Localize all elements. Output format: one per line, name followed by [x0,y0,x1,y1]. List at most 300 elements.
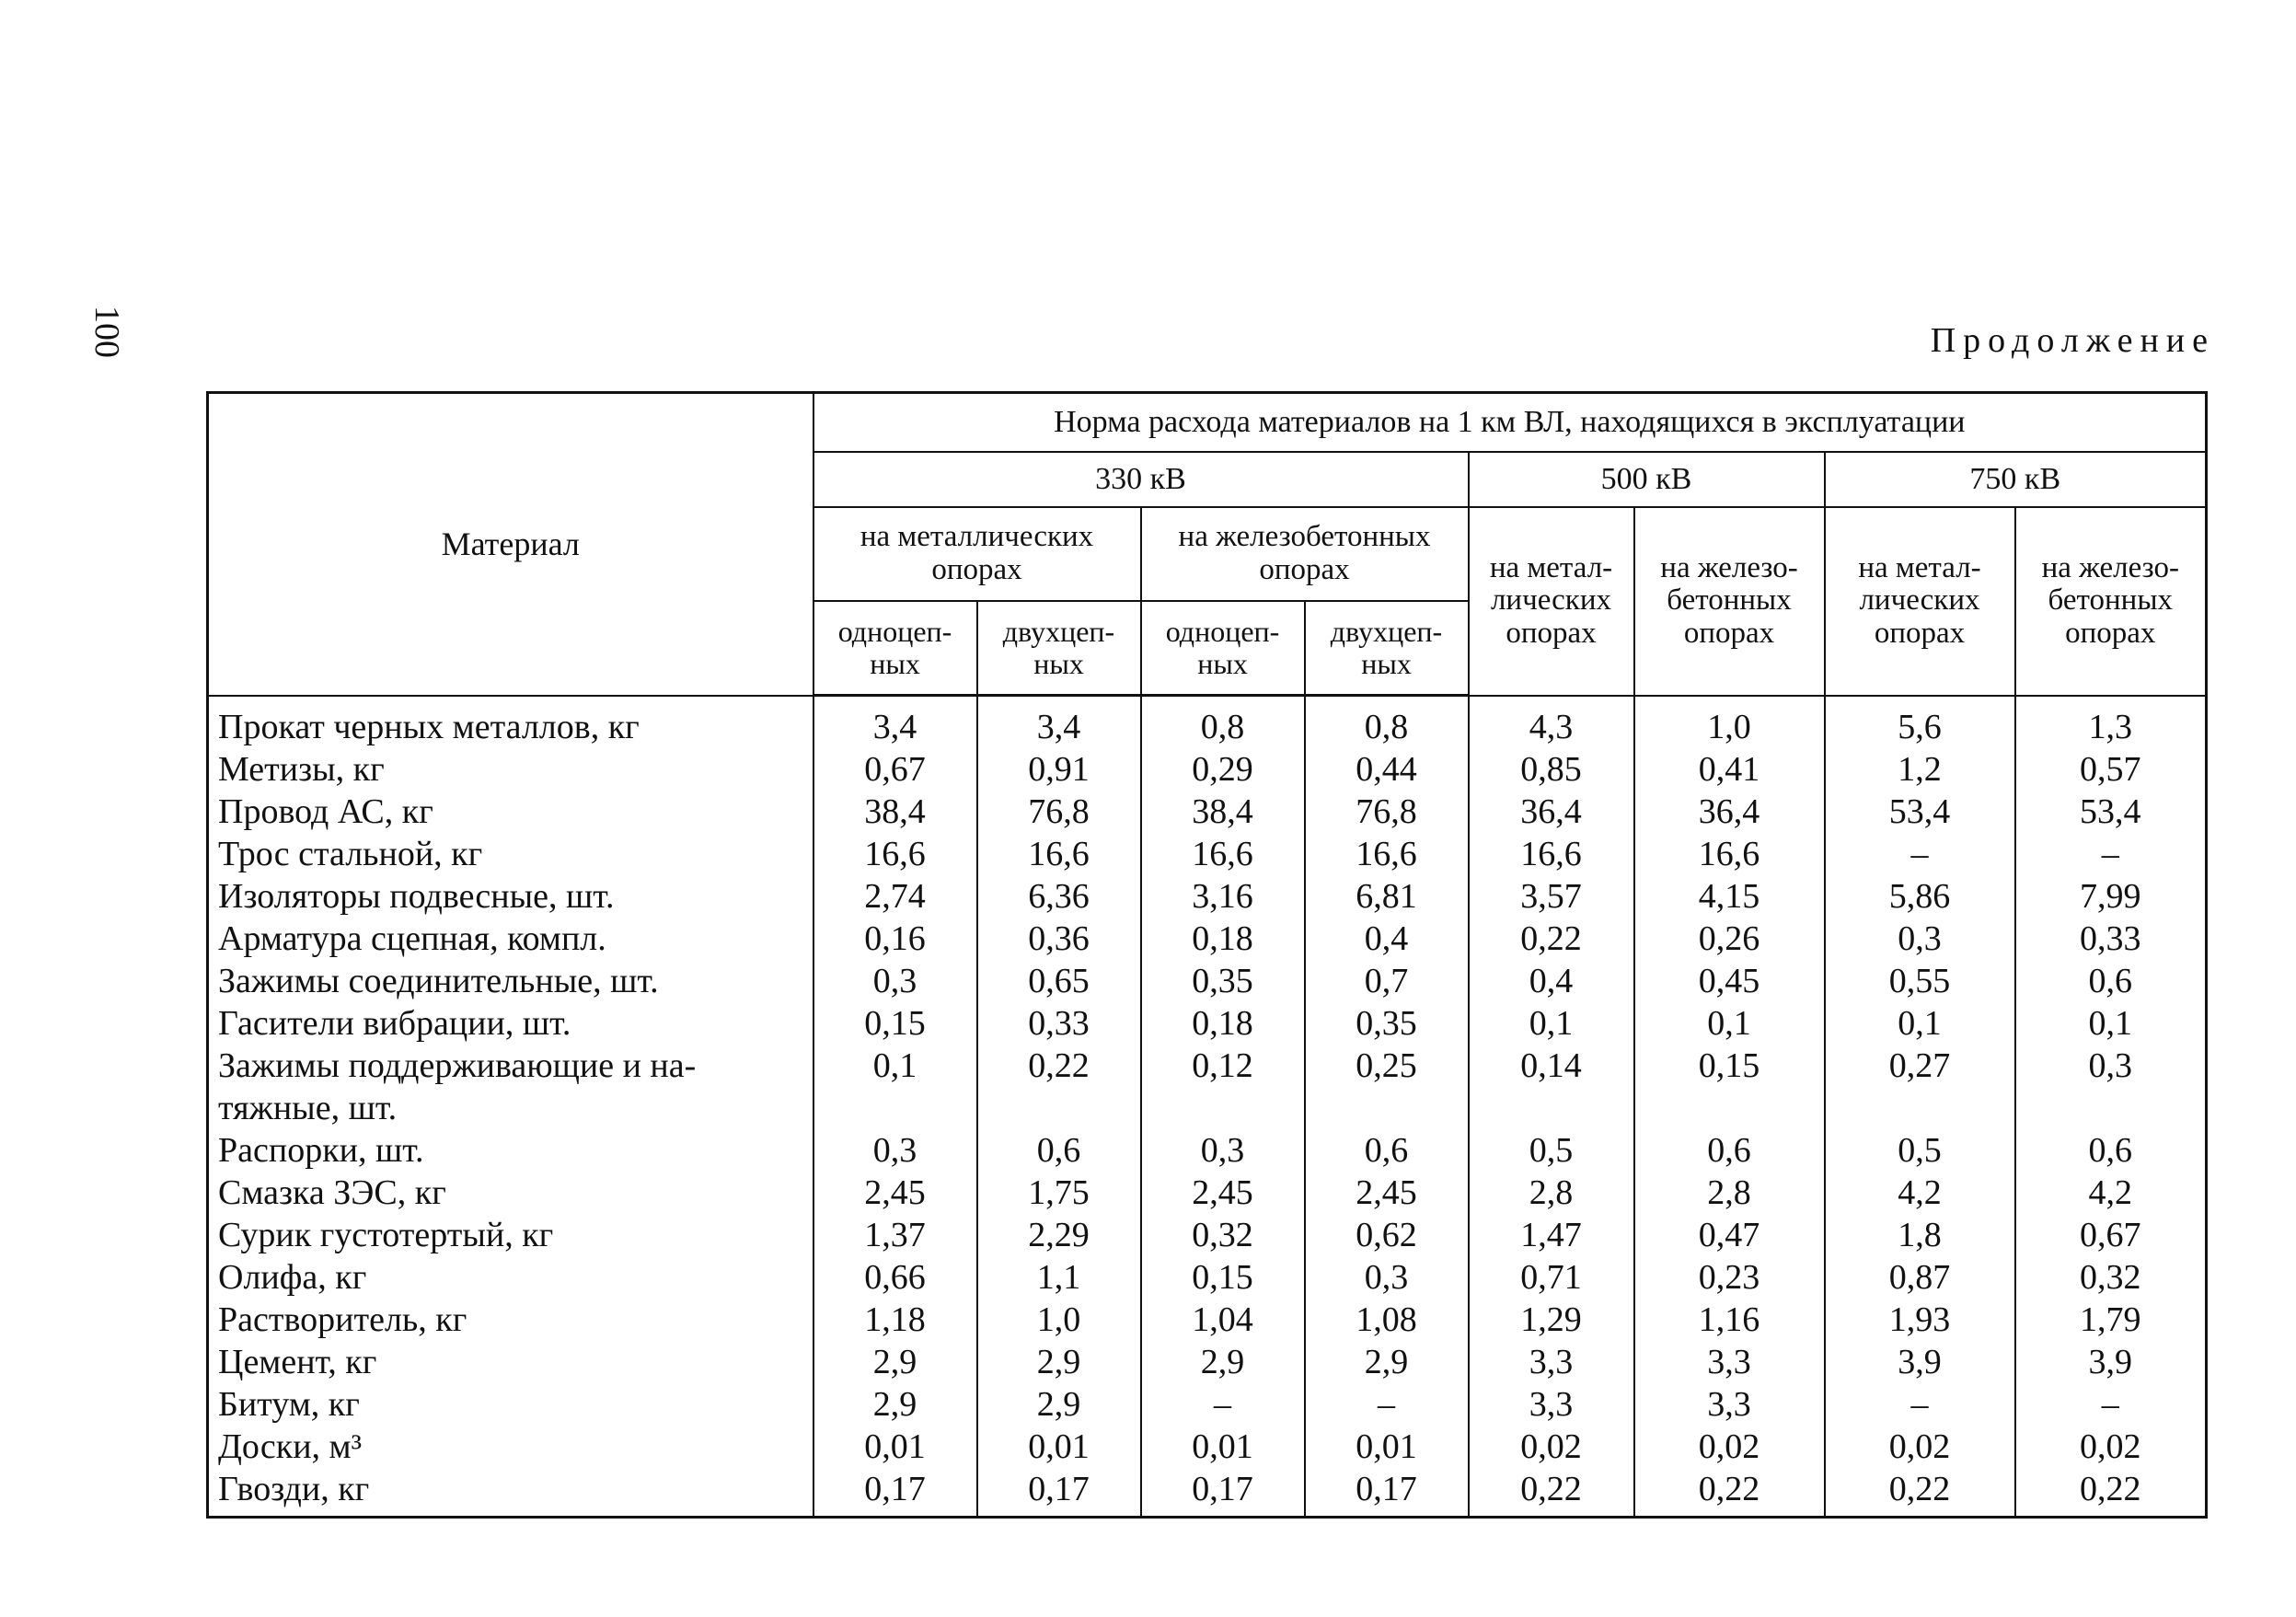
value-cell [1634,696,1825,749]
value-cell [1825,1341,2015,1383]
value-cell [813,1045,977,1129]
value-text: 0,1 [1529,1004,1574,1043]
value-text: 0,3 [1364,1258,1409,1297]
voltage-header-500: 500 кВ [1469,452,1825,507]
value-cell [1825,1426,2015,1468]
value-cell [2015,833,2207,875]
value-cell [1469,1002,1634,1045]
value-text: 0,3 [1898,919,1942,958]
value-text: 0,6 [1364,1131,1409,1170]
value-cell [2015,791,2207,833]
value-text: 6,36 [1028,877,1090,916]
value-cell [2015,960,2207,1002]
material-norms-table [206,391,2208,1519]
value-cell [1634,1045,1825,1129]
value-cell [1634,1426,1825,1468]
page-number: 100 [87,306,126,358]
value-cell [813,1002,977,1045]
value-text: 0,02 [1520,1427,1582,1466]
value-text: 2,8 [1707,1173,1751,1212]
value-cell [1825,918,2015,960]
value-cell [977,791,1141,833]
support-header-concrete-330: на железобетонных опорах [1141,507,1469,601]
value-text: 1,75 [1028,1173,1090,1212]
material-name-cell: Зажимы поддерживающие и на-тяжные, шт. [208,1045,813,1129]
value-text: 3,3 [1529,1343,1574,1381]
value-cell [1825,833,2015,875]
table-row [208,1256,2207,1299]
table-row [208,1341,2207,1383]
value-cell [1825,1468,2015,1518]
value-text: 76,8 [1356,792,1417,831]
value-text: 0,3 [1200,1131,1245,1170]
value-cell [1825,791,2015,833]
value-cell [1825,1299,2015,1341]
value-cell [1469,875,1634,918]
value-text: 0,3 [872,1131,917,1170]
value-text: 0,17 [1192,1470,1253,1508]
value-cell [1634,1129,1825,1172]
value-cell [813,791,977,833]
value-cell [977,833,1141,875]
value-cell [2015,875,2207,918]
value-text: 1,79 [2080,1300,2141,1339]
value-text: 0,17 [864,1470,926,1508]
value-text: 1,18 [864,1300,926,1339]
value-cell [1305,1341,1469,1383]
value-text: 2,45 [1192,1173,1253,1212]
value-text: 0,18 [1192,919,1253,958]
value-text: 2,74 [864,877,926,916]
value-cell [813,1214,977,1256]
value-cell [1469,1172,1634,1214]
value-cell [977,1214,1141,1256]
value-cell [1634,918,1825,960]
value-text: 2,9 [1200,1343,1245,1381]
value-text: 5,86 [1888,877,1951,916]
value-cell [1469,1256,1634,1299]
value-text: 0,62 [1356,1216,1417,1254]
value-cell [2015,1256,2207,1299]
value-text: 0,18 [1192,1004,1253,1043]
value-text: 1,1 [1036,1258,1081,1297]
value-cell [1141,1341,1305,1383]
value-text: 0,12 [1192,1046,1253,1085]
material-name-cell: Арматура сцепная, компл. [208,918,813,960]
value-text: 1,93 [1888,1300,1951,1339]
value-cell [2015,1214,2207,1256]
value-text: 2,45 [864,1173,926,1212]
value-text: 0,22 [1520,919,1582,958]
value-text: 0,45 [1698,962,1760,1000]
value-text: 0,22 [1028,1046,1090,1085]
value-text: 7,99 [2080,877,2141,916]
value-cell [813,696,977,749]
table-row [208,1045,2207,1129]
value-cell [1305,1468,1469,1518]
value-text: 16,6 [864,835,926,873]
table-row [208,1426,2207,1468]
value-text: 0,57 [2080,750,2141,789]
value-cell [1305,1383,1469,1426]
value-text: 1,16 [1698,1300,1760,1339]
value-cell [1825,1045,2015,1129]
value-cell [1141,1002,1305,1045]
value-text: 0,6 [1036,1131,1081,1170]
value-cell [1469,1468,1634,1518]
value-cell [977,1426,1141,1468]
column-header-330-concrete-double: двухцеп-ных [1305,601,1469,696]
table-row [208,1468,2207,1518]
value-text: 0,22 [1698,1470,1760,1508]
value-text: 0,01 [1028,1427,1090,1466]
value-text: 4,2 [1898,1173,1942,1212]
value-text: – [1910,1385,1929,1424]
value-cell [1141,1129,1305,1172]
value-text: 16,6 [1028,835,1090,873]
value-text: – [1910,835,1929,873]
value-text: 0,15 [1192,1258,1253,1297]
value-text: 0,33 [1028,1004,1090,1043]
value-text: 4,3 [1529,707,1574,746]
table-row [208,1129,2207,1172]
material-name-cell: Метизы, кг [208,748,813,791]
value-cell [1634,1299,1825,1341]
value-text: 0,35 [1356,1004,1417,1043]
value-text: 0,8 [1200,708,1245,746]
table-row [208,1214,2207,1256]
value-text: 0,01 [864,1427,926,1466]
value-text: 3,3 [1529,1385,1574,1424]
value-text: 0,85 [1520,750,1582,789]
value-cell [1469,748,1634,791]
value-text: 0,71 [1520,1258,1582,1297]
value-text: 3,9 [2088,1343,2133,1381]
value-cell [813,833,977,875]
value-text: 76,8 [1028,792,1090,831]
value-text: 36,4 [1520,792,1582,831]
value-text: 2,9 [872,1343,917,1381]
value-text: 38,4 [1192,792,1253,831]
value-text: 0,22 [1888,1470,1951,1508]
value-cell [813,1426,977,1468]
value-cell [977,1002,1141,1045]
value-cell [1634,1383,1825,1426]
value-cell [1469,696,1634,749]
value-cell [1305,1129,1469,1172]
value-text: 6,81 [1356,877,1417,916]
value-cell [1141,1256,1305,1299]
value-text: 0,22 [2080,1470,2141,1508]
value-text: 0,55 [1888,962,1951,1000]
value-text: 0,8 [1364,708,1409,746]
table-row [208,1172,2207,1214]
value-text: 4,15 [1698,877,1760,916]
value-cell [1634,1002,1825,1045]
value-cell [1305,875,1469,918]
value-cell [1305,960,1469,1002]
value-text: 0,17 [1028,1470,1090,1508]
value-text: 0,66 [864,1258,926,1297]
value-text: 1,47 [1520,1216,1582,1254]
value-cell [1825,1129,2015,1172]
value-cell [977,1299,1141,1341]
table-row [208,748,2207,791]
value-cell [2015,1129,2207,1172]
value-text: 0,7 [1364,962,1409,1000]
material-name-cell: Гасители вибрации, шт. [208,1002,813,1045]
value-text: 0,6 [1707,1131,1751,1170]
value-text: 0,16 [864,919,926,958]
value-cell [813,1299,977,1341]
value-cell [1634,875,1825,918]
value-cell [1634,791,1825,833]
value-text: 0,02 [1698,1427,1760,1466]
material-name-cell: Смазка ЗЭС, кг [208,1172,813,1214]
value-cell [1825,960,2015,1002]
material-column-header: Материал [208,393,813,696]
value-text: – [1214,1385,1231,1424]
value-text: – [2101,1385,2119,1424]
table-row [208,1383,2207,1426]
column-header-330-metal-single: одноцеп-ных [813,601,977,696]
value-text: 3,3 [1707,1385,1751,1424]
value-cell [1305,1299,1469,1341]
material-name-cell: Гвозди, кг [208,1468,813,1518]
value-text: 0,6 [2088,962,2133,1000]
value-cell [1634,1341,1825,1383]
material-name-cell: Зажимы соединительные, шт. [208,960,813,1002]
value-text: 0,1 [2088,1004,2133,1043]
value-cell [1305,696,1469,749]
value-cell [1825,696,2015,749]
value-text: 0,22 [1520,1470,1582,1508]
value-text: 0,35 [1192,962,1253,1000]
value-cell [1141,875,1305,918]
value-text: 0,32 [2080,1258,2141,1297]
value-cell [1469,833,1634,875]
value-text: 1,04 [1192,1300,1253,1339]
table-row [208,833,2207,875]
value-cell [813,918,977,960]
value-cell [813,960,977,1002]
value-text: 0,23 [1698,1258,1760,1297]
value-text: 2,9 [1036,1385,1081,1424]
value-cell [1634,960,1825,1002]
value-cell [1305,791,1469,833]
material-name-cell: Провод АС, кг [208,791,813,833]
column-header-500-metal: на метал-лических опорах [1469,507,1634,696]
value-cell [2015,1426,2207,1468]
value-text: 36,4 [1698,792,1760,831]
material-name-cell: Олифа, кг [208,1256,813,1299]
value-cell [813,748,977,791]
value-text: 0,5 [1529,1131,1574,1170]
value-text: 0,14 [1520,1046,1582,1085]
value-text: 3,4 [872,708,917,746]
value-text: 0,6 [2088,1131,2133,1170]
value-cell [977,875,1141,918]
material-name-cell: Сурик густотертый, кг [208,1214,813,1256]
value-cell [813,1468,977,1518]
value-text: 0,17 [1356,1470,1417,1508]
value-cell [1141,1214,1305,1256]
table-body [208,696,2207,1518]
value-text: 3,16 [1192,877,1253,916]
value-text: 2,8 [1529,1173,1574,1212]
value-text: 1,2 [1898,750,1942,789]
value-cell [1634,1214,1825,1256]
table-row [208,1002,2207,1045]
value-cell [1469,1129,1634,1172]
value-text: 5,6 [1898,707,1942,746]
value-cell [813,1256,977,1299]
value-cell [1305,1045,1469,1129]
value-text: 0,01 [1356,1427,1417,1466]
value-cell [1825,1002,2015,1045]
material-name-cell: Растворитель, кг [208,1299,813,1341]
value-text: – [2101,835,2119,873]
value-text: 1,0 [1707,707,1751,746]
value-text: 0,29 [1192,750,1253,789]
value-text: – [1378,1385,1395,1424]
value-cell [2015,1002,2207,1045]
value-text: 16,6 [1192,835,1253,873]
value-cell [1634,1468,1825,1518]
voltage-header-750: 750 кВ [1825,452,2207,507]
value-cell [1469,791,1634,833]
value-cell [1305,1256,1469,1299]
value-cell [813,1341,977,1383]
value-cell [1469,1214,1634,1256]
value-cell [2015,1045,2207,1129]
table-row [208,791,2207,833]
value-cell [1469,1426,1634,1468]
table-row [208,696,2207,749]
value-cell [1141,696,1305,749]
value-cell [1305,1426,1469,1468]
value-cell [2015,1172,2207,1214]
material-name-cell: Цемент, кг [208,1341,813,1383]
value-cell [1305,1172,1469,1214]
value-cell [977,1129,1141,1172]
value-cell [977,1172,1141,1214]
value-text: 0,87 [1888,1258,1951,1297]
value-cell [813,1172,977,1214]
value-cell [1141,1045,1305,1129]
value-cell [1469,1045,1634,1129]
column-header-500-concrete: на железо-бетонных опорах [1634,507,1825,696]
value-cell [1141,1172,1305,1214]
value-cell [2015,1383,2207,1426]
value-cell [2015,1341,2207,1383]
column-header-750-metal: на метал-лических опорах [1825,507,2015,696]
value-cell [977,696,1141,749]
value-cell [813,875,977,918]
value-cell [1141,1299,1305,1341]
value-cell [1305,918,1469,960]
value-text: 1,3 [2088,707,2133,746]
value-cell [1141,1468,1305,1518]
value-text: 0,1 [872,1046,917,1085]
value-text: 0,1 [1707,1004,1751,1043]
value-cell [1825,875,2015,918]
column-header-330-metal-double: двухцеп-ных [977,601,1141,696]
value-text: 3,57 [1520,877,1582,916]
value-cell [1305,833,1469,875]
value-cell [1141,918,1305,960]
support-header-metal-330: на металлических опорах [813,507,1141,601]
value-text: 0,91 [1028,750,1090,789]
value-text: 0,3 [2088,1046,2133,1085]
value-cell [2015,696,2207,749]
value-cell [1469,1383,1634,1426]
value-cell [1825,748,2015,791]
table-row [208,918,2207,960]
value-text: 0,5 [1898,1131,1942,1170]
value-cell [977,1045,1141,1129]
value-cell [1469,960,1634,1002]
value-cell [1141,748,1305,791]
value-text: 38,4 [864,792,926,831]
value-cell [1469,918,1634,960]
value-text: 0,3 [872,962,917,1000]
value-cell [2015,918,2207,960]
value-cell [1305,748,1469,791]
value-text: 0,26 [1698,919,1760,958]
value-cell [977,1341,1141,1383]
voltage-header-330: 330 кВ [813,452,1469,507]
value-cell [977,1383,1141,1426]
value-text: 0,1 [1898,1004,1942,1043]
value-text: 53,4 [2080,792,2141,831]
value-text: 3,9 [1898,1343,1942,1381]
value-text: 0,01 [1192,1427,1253,1466]
material-name-cell: Распорки, шт. [208,1129,813,1172]
material-name-cell: Битум, кг [208,1383,813,1426]
value-cell [1825,1214,2015,1256]
material-name-cell: Доски, м³ [208,1426,813,1468]
value-text: 1,29 [1520,1300,1582,1339]
material-name-cell: Изоляторы подвесные, шт. [208,875,813,918]
value-text: 2,29 [1028,1216,1090,1254]
value-cell [977,748,1141,791]
value-cell [977,918,1141,960]
value-text: 0,15 [864,1004,926,1043]
value-cell [1469,1341,1634,1383]
value-text: 0,25 [1356,1046,1417,1085]
value-text: 2,9 [1364,1343,1409,1381]
value-text: 16,6 [1356,835,1417,873]
value-cell [1141,1426,1305,1468]
value-text: 2,45 [1356,1173,1417,1212]
value-text: 0,27 [1888,1046,1951,1085]
value-text: 2,9 [872,1385,917,1424]
value-text: 0,15 [1698,1046,1760,1085]
value-cell [1305,1002,1469,1045]
value-text: 16,6 [1698,835,1760,873]
value-text: 0,67 [2080,1216,2141,1254]
value-cell [1141,960,1305,1002]
table-row [208,1299,2207,1341]
value-cell [1141,833,1305,875]
value-text: 0,44 [1356,750,1417,789]
value-text: 1,37 [864,1216,926,1254]
value-cell [977,1468,1141,1518]
value-text: 53,4 [1888,792,1951,831]
continuation-label: Продолжение [1930,321,2215,360]
value-text: 0,4 [1529,962,1574,1000]
